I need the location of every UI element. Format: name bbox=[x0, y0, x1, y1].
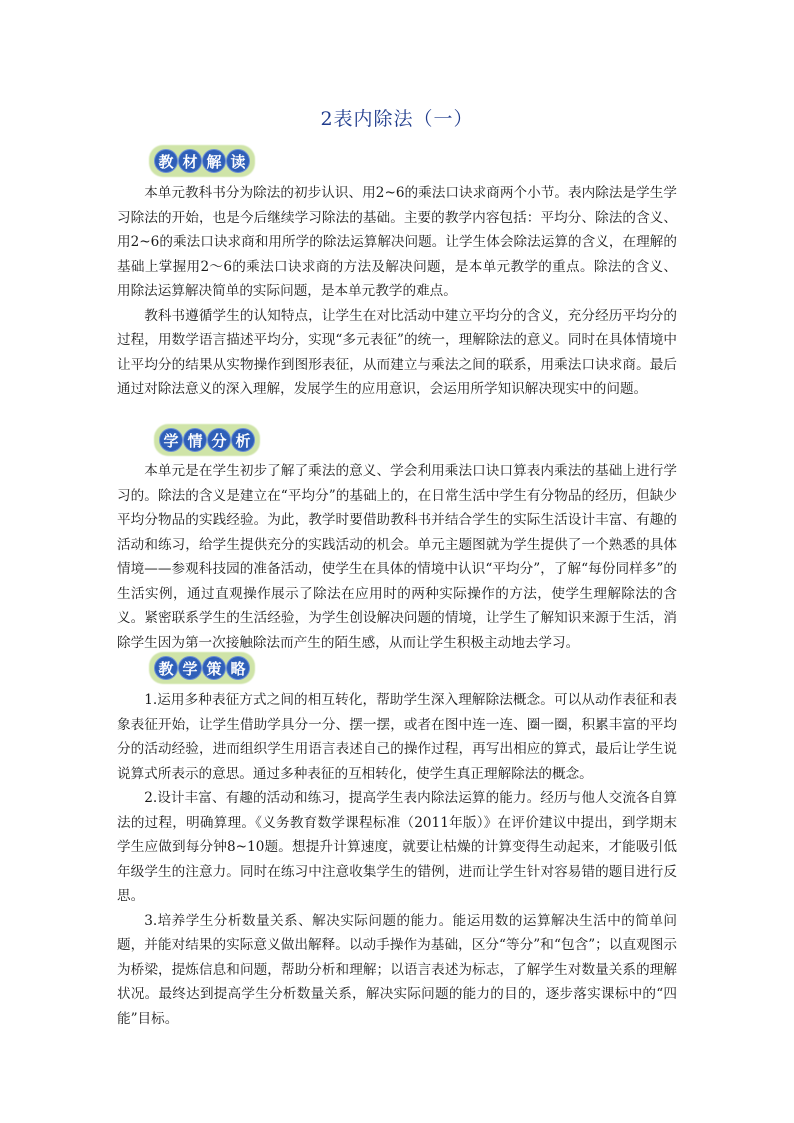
badge-char: 策 bbox=[203, 657, 225, 679]
badge-char: 教 bbox=[155, 150, 177, 172]
paragraph: 教科书遵循学生的认知特点，让学生在对比活动中建立平均分的含义，充分经历平均分的过程，用数学语言描述平均分，实现“多元表征”的统一，理解除法的意义。同时在具体情境中让平均分的结果从实物操作到图形表征，从而建立与乘法之间的联系，用乘法口诀求商。最后通过对除法意义的深入理解，发展学生的应用意识，会运用所学知识解决现实中的问题。 bbox=[117, 307, 677, 397]
section-heading-badge-2 bbox=[160, 426, 254, 454]
badge-char: 教 bbox=[155, 657, 177, 679]
paragraph: 3.培养学生分析数量关系、解决实际问题的能力。能运用数的运算解决生活中的简单问题，并能对结果的实际意义做出解释。以动手操作为基础，区分“等分”和“包含”；以直观图示为桥梁，提炼信息和问题，帮助分析和理解；以语言表述为标志，了解学生对数量关系的理解状况。最终达到提高学生分析数量关系，解决实际问题的能力的目的，逐步落实课标中的“四能”目标。 bbox=[117, 912, 677, 1027]
badge-char: 学 bbox=[160, 429, 182, 451]
badge-char: 情 bbox=[184, 429, 206, 451]
paragraph: 2.设计丰富、有趣的活动和练习，提高学生表内除法运算的能力。经历与他人交流各自算法的过程，明确算理。《义务教育数学课程标准（2011年版）》在评价建议中提出，到学期末学生应做到每分钟8~10题。想提升计算速度，就要让枯燥的计算变得生动起来，才能吸引低年级学生的注意力。同时在练习中注意收集学生的错例，进而让学生针对容易错的题目进行反思。 bbox=[117, 790, 677, 904]
paragraph: 1.运用多种表征方式之间的相互转化，帮助学生深入理解除法概念。可以从动作表征和表象表征开始，让学生借助学具分一分、摆一摆，或者在图中连一连、圈一圈，积累丰富的平均分的活动经验，进而组织学生用语言表述自己的操作过程，再写出相应的算式，最后让学生说说算式所表示的意思。通过多种表征的互相转化，使学生真正理解除法的概念。 bbox=[117, 692, 677, 782]
badge-char: 读 bbox=[227, 150, 249, 172]
section-learner-analysis bbox=[117, 459, 677, 655]
paragraph: 本单元教科书分为除法的初步认识、用2~6的乘法口诀求商两个小节。表内除法是学生学习除法的开始，也是今后继续学习除法的基础。主要的教学内容包括：平均分、除法的含义、用2~6的乘法口诀求商和用所学的除法运算解决问题。让学生体会除法运算的含义，在理解的基础上掌握用2～6的乘法口诀求商的方法及解决问题，是本单元教学的重点。除法的含义、用除法运算解决简单的实际问题，是本单元教学的难点。 bbox=[117, 185, 677, 299]
badge-char: 材 bbox=[179, 150, 201, 172]
section-heading-badge-3 bbox=[155, 654, 249, 682]
paragraph: 本单元是在学生初步了解了乘法的意义、学会利用乘法口诀口算表内乘法的基础上进行学习的。除法的含义是建立在“平均分”的基础上的，在日常生活中学生有分物品的经历，但缺少平均分物品的实践经验。为此，教学时要借助教科书并结合学生的实际生活设计丰富、有趣的活动和练习，给学生提供充分的实践活动的机会。单元主题图就为学生提供了一个熟悉的具体情境——参观科技园的准备活动，使学生在具体的情境中认识“平均分”，了解“每份同样多”的生活实例，通过直观操作展示了除法在应用时的两种实际操作的方法，使学生理解除法的含义。紧密联系学生的生活经验，为学生创设解决问题的情境，让学生了解知识来源于生活，消除学生因为第一次接触除法而产生的陌生感，从而让学生积极主动地去学习。 bbox=[117, 463, 677, 651]
badge-char: 析 bbox=[232, 429, 254, 451]
section-heading-badge-1 bbox=[155, 147, 249, 175]
section-teaching-strategy bbox=[117, 688, 677, 1031]
badge-char: 学 bbox=[179, 657, 201, 679]
badge-char: 略 bbox=[227, 657, 249, 679]
badge-char: 解 bbox=[203, 150, 225, 172]
page-title: 2表内除法（一） bbox=[320, 108, 474, 130]
badge-char: 分 bbox=[208, 429, 230, 451]
section-textbook-analysis bbox=[117, 181, 677, 402]
